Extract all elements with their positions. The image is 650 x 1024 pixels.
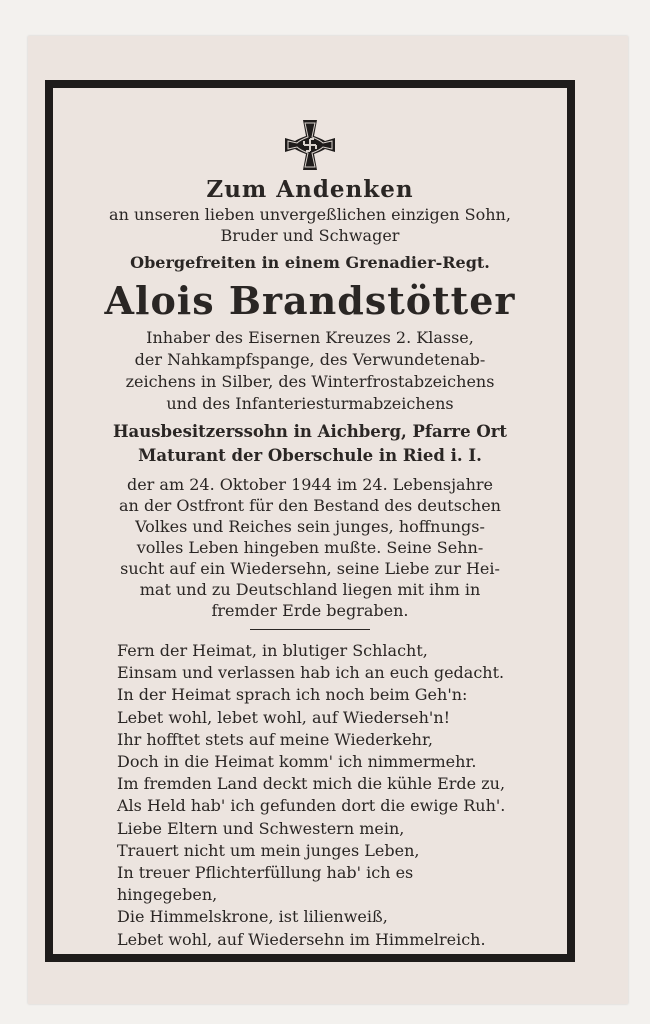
biography-block — [53, 474, 567, 621]
honors-block — [53, 328, 567, 414]
poem-block — [53, 640, 567, 951]
poem-line: Doch in die Heimat komm' ich nimmermehr. — [117, 752, 477, 772]
deceased-name: Alois Brandstötter — [104, 278, 516, 323]
honors-line: und des Infanteriesturmabzeichens — [166, 394, 454, 413]
iron-cross-icon — [283, 118, 337, 172]
military-rank: Obergefreiten in einem Grenadier-Regt. — [130, 253, 490, 272]
biography-line: an der Ostfront für den Bestand des deutschen — [119, 496, 501, 515]
biography-line: mat und zu Deutschland liegen mit ihm in — [139, 580, 481, 599]
biography-line: fremder Erde begraben. — [211, 601, 409, 620]
poem-line: Fern der Heimat, in blutiger Schlacht, — [117, 641, 428, 660]
dedication-line-2: Bruder und Schwager — [220, 226, 400, 245]
poem-line: Als Held hab' ich gefunden dort die ewige Ruh'. — [117, 796, 506, 816]
poem-line: Ihr hofftet stets auf meine Wiederkehr, — [117, 729, 433, 749]
honors-line: der Nahkampfspange, des Verwundetenab- — [134, 350, 486, 369]
poem-line: Liebe Eltern und Schwestern mein, — [117, 818, 405, 838]
poem-line: Lebet wohl, auf Wiedersehn im Himmelreich. — [117, 929, 486, 949]
poem-line: Einsam und verlassen hab ich an euch gedacht. — [117, 663, 505, 683]
biography-line: sucht auf ein Wiedersehn, seine Liebe zur Hei- — [120, 559, 500, 578]
poem-line: Im fremden Land deckt mich die kühle Erde zu, — [117, 774, 506, 794]
poem-line: Trauert nicht um mein junges Leben, — [117, 840, 420, 860]
honors-line: Inhaber des Eisernen Kreuzes 2. Klasse, — [146, 328, 474, 347]
card-title: Zum Andenken — [206, 176, 414, 203]
honors-line: zeichens in Silber, des Winterfrostabzeichens — [125, 372, 495, 391]
biography-line: Volkes und Reiches sein junges, hoffnungs- — [135, 517, 485, 536]
card-content — [53, 88, 567, 954]
poem-line: Lebet wohl, lebet wohl, auf Wiederseh'n! — [117, 707, 451, 727]
section-divider — [250, 629, 370, 630]
poem-line: In treuer Pflichterfüllung hab' ich es — [117, 863, 414, 883]
background-block — [53, 420, 567, 468]
black-mourning-border — [45, 80, 575, 962]
dedication-line-1: an unseren lieben unvergeßlichen einzigen Sohn, — [109, 205, 511, 224]
background-line-residence: Hausbesitzerssohn in Aichberg, Pfarre Ort — [112, 422, 508, 441]
biography-line: volles Leben hingeben mußte. Seine Sehn- — [136, 538, 484, 557]
biography-line: der am 24. Oktober 1944 im 24. Lebensjahre — [126, 475, 494, 494]
poem-line: hingegeben, — [117, 885, 218, 905]
poem-line: Die Himmelskrone, ist lilienweiß, — [117, 907, 388, 927]
background-line-school: Maturant der Oberschule in Ried i. I. — [138, 446, 482, 465]
poem-line: In der Heimat sprach ich noch beim Geh'n: — [117, 685, 468, 705]
